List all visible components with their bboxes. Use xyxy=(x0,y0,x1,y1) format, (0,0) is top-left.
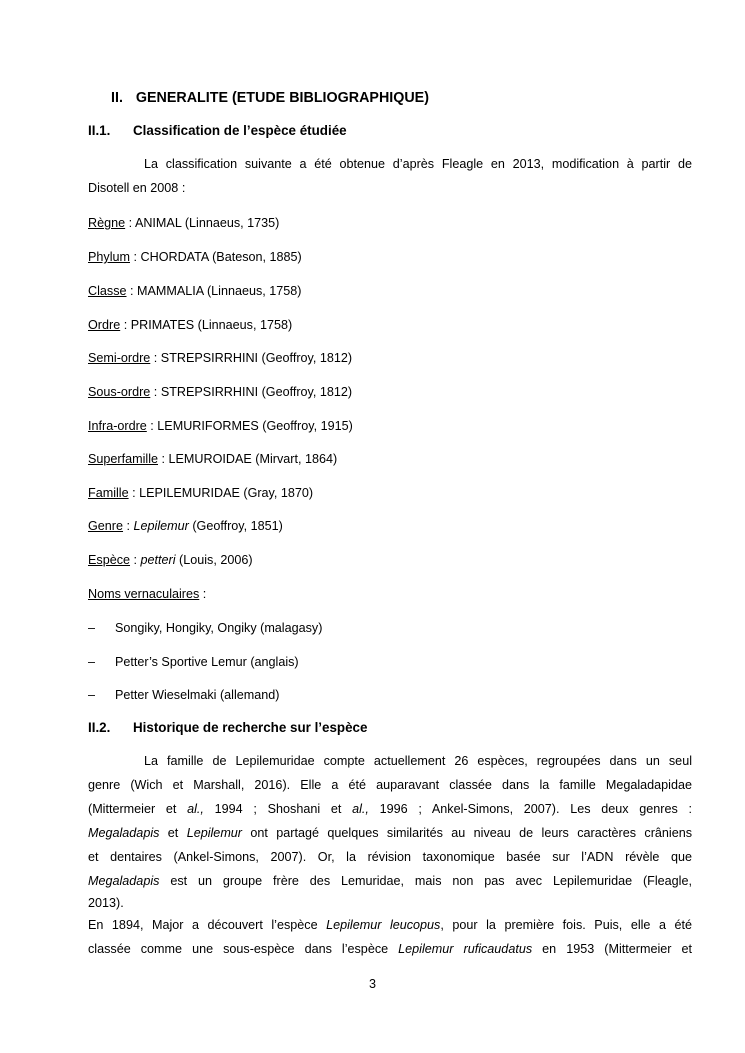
paragraph-line: La famille de Lepilemuridae compte actuellement 26 espèces, regroupées dans un seul xyxy=(144,754,692,768)
taxon-rank: Genre xyxy=(88,519,124,533)
taxon-row xyxy=(88,283,302,299)
text-run: 1994 ; Shoshani et xyxy=(203,802,353,816)
taxon-rank: Superfamille xyxy=(88,452,158,466)
taxon-author: (Gray, 1870) xyxy=(239,486,314,500)
text-run: , pour la première fois. Puis, elle a été xyxy=(440,918,693,932)
taxon-rank: Règne xyxy=(88,216,126,230)
vernacular-item xyxy=(88,620,322,636)
taxon-rank: Ordre xyxy=(88,318,121,332)
taxon-name: STREPSIRRHINI xyxy=(160,385,259,399)
bullet-dash: – xyxy=(88,655,96,669)
taxon-rank: Infra-ordre xyxy=(88,419,147,433)
taxon-name: petteri xyxy=(140,553,176,567)
text-run: 1996 ; Ankel-Simons, 2007). Les deux genres : xyxy=(368,802,692,816)
paragraph-line xyxy=(88,937,692,961)
section1-heading xyxy=(88,123,347,139)
page-number: 3 xyxy=(368,977,376,991)
text-run: (Mittermeier et xyxy=(88,802,188,816)
section1-number: II.1. xyxy=(88,123,111,138)
paragraph-line xyxy=(88,869,692,893)
taxon-row xyxy=(88,418,353,434)
taxon-sep: : xyxy=(150,385,161,399)
taxon-sep: : xyxy=(123,519,134,533)
text-run: en 1953 (Mittermeier et xyxy=(532,942,692,956)
main-heading xyxy=(111,90,429,106)
taxon-sep: : xyxy=(125,216,135,230)
taxon-sep: : xyxy=(130,250,141,264)
section1-title: Classification de l’espèce étudiée xyxy=(133,123,347,138)
intro-line: La classification suivante a été obtenue d’après Fleagle en 2013, modification à partir de xyxy=(144,157,692,171)
text-run-italic: al., xyxy=(187,802,204,816)
text-run-italic: Lepilemur xyxy=(186,826,243,840)
bullet-dash: – xyxy=(88,688,96,702)
taxon-author: (Geoffroy, 1812) xyxy=(258,351,353,365)
section2-title: Historique de recherche sur l’espèce xyxy=(133,720,368,735)
vernacular-label: Noms vernaculaires xyxy=(88,587,200,601)
taxon-sep: : xyxy=(150,351,161,365)
taxon-author: (Geoffroy, 1812) xyxy=(258,385,353,399)
text-run: classée comme une sous-espèce dans l’espèce xyxy=(88,942,399,956)
taxon-author: (Linnaeus, 1735) xyxy=(181,216,280,230)
taxon-author: (Mirvart, 1864) xyxy=(251,452,338,466)
taxon-name: MAMMALIA xyxy=(137,284,204,298)
paragraph-line xyxy=(88,913,692,937)
taxon-rank: Phylum xyxy=(88,250,130,264)
taxon-name: LEPILEMURIDAE xyxy=(139,486,240,500)
taxon-row xyxy=(88,215,279,231)
taxon-author: (Linnaeus, 1758) xyxy=(194,318,293,332)
vernacular-text: Songiky, Hongiky, Ongiky (malagasy) xyxy=(115,621,323,635)
taxon-sep: : xyxy=(146,419,158,433)
taxon-row xyxy=(88,451,337,467)
taxon-author: (Linnaeus, 1758) xyxy=(203,284,302,298)
taxon-author: (Bateson, 1885) xyxy=(208,250,302,264)
taxon-rank: Famille xyxy=(88,486,129,500)
main-heading-title: GENERALITE (ETUDE BIBLIOGRAPHIQUE) xyxy=(135,90,429,106)
text-run: est un groupe frère des Lemuridae, mais non pas avec Lepilemuridae (Fleagle, xyxy=(159,874,692,888)
vernacular-heading xyxy=(88,586,206,602)
section2-number: II.2. xyxy=(88,720,111,735)
taxon-sep: : xyxy=(130,553,141,567)
paragraph-line xyxy=(88,797,692,821)
paragraph-line: et dentaires (Ankel-Simons, 2007). Or, la révision taxonomique basée sur l’ADN révèle que xyxy=(88,850,692,864)
vernacular-item xyxy=(88,654,299,670)
taxon-name: LEMURIFORMES xyxy=(157,419,259,433)
text-run-italic: Lepilemur leucopus xyxy=(326,918,441,932)
taxon-row xyxy=(88,249,302,265)
taxon-rank: Sous-ordre xyxy=(88,385,151,399)
taxon-sep: : xyxy=(128,486,140,500)
taxon-row xyxy=(88,350,352,366)
taxon-rank: Semi-ordre xyxy=(88,351,151,365)
text-run-italic: Megaladapis xyxy=(88,874,160,888)
taxon-name: ANIMAL xyxy=(134,216,182,230)
paragraph-line: 2013). xyxy=(88,896,124,910)
text-run-italic: al., xyxy=(352,802,369,816)
text-run: En 1894, Major a découvert l’espèce xyxy=(88,918,327,932)
vernacular-text: Petter Wieselmaki (allemand) xyxy=(115,688,280,702)
taxon-name: STREPSIRRHINI xyxy=(160,351,259,365)
taxon-name: LEMUROIDAE xyxy=(168,452,252,466)
taxon-row xyxy=(88,384,352,400)
paragraph-line xyxy=(88,821,692,845)
section2-paragraph xyxy=(88,749,692,961)
main-heading-number: II. xyxy=(111,90,123,106)
text-run: ont partagé quelques similarités au niveau de leurs caractères crâniens xyxy=(242,826,692,840)
section1-intro xyxy=(88,152,692,200)
taxon-sep: : xyxy=(120,318,131,332)
taxon-author: (Louis, 2006) xyxy=(175,553,253,567)
taxon-sep: : xyxy=(126,284,137,298)
paragraph-line: genre (Wich et Marshall, 2016). Elle a été auparavant classée dans la famille Megaladapidae xyxy=(88,778,692,792)
vernacular-text: Petter’s Sportive Lemur (anglais) xyxy=(115,655,299,669)
bullet-dash: – xyxy=(88,621,96,635)
taxon-author: (Geoffroy, 1851) xyxy=(188,519,283,533)
taxon-name: CHORDATA xyxy=(140,250,209,264)
taxon-row xyxy=(88,518,283,534)
taxon-row xyxy=(88,485,313,501)
taxon-name: Lepilemur xyxy=(133,519,189,533)
text-run-italic: Lepilemur ruficaudatus xyxy=(398,942,533,956)
text-run: et xyxy=(159,826,187,840)
taxon-row xyxy=(88,317,292,333)
text-run-italic: Megaladapis xyxy=(88,826,160,840)
section2-heading xyxy=(88,720,367,736)
vernacular-suffix: : xyxy=(199,587,207,601)
taxon-name: PRIMATES xyxy=(130,318,195,332)
vernacular-item xyxy=(88,687,279,703)
taxon-author: (Geoffroy, 1915) xyxy=(258,419,353,433)
taxon-row xyxy=(88,552,253,568)
intro-line: Disotell en 2008 : xyxy=(88,181,186,195)
taxon-rank: Classe xyxy=(88,284,127,298)
taxon-rank: Espèce xyxy=(88,553,131,567)
taxon-sep: : xyxy=(158,452,169,466)
